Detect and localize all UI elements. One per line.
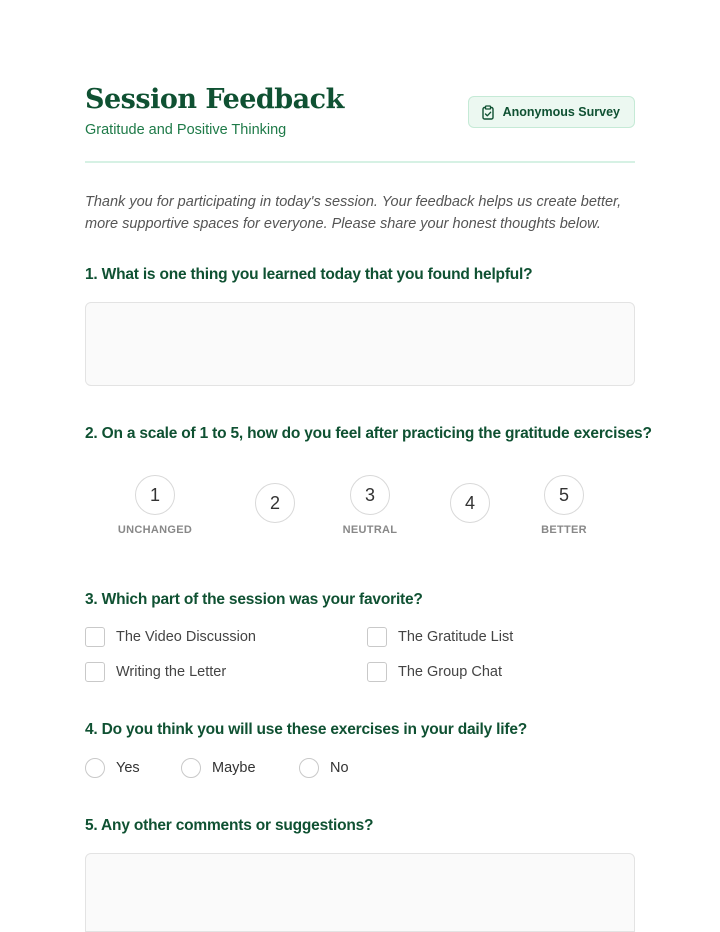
- radio-no[interactable]: [299, 758, 349, 778]
- scale-circle[interactable]: 4: [450, 483, 490, 523]
- checkbox-video-discussion[interactable]: [85, 627, 256, 647]
- badge-label: Anonymous Survey: [502, 105, 620, 119]
- intro-text: Thank you for participating in today's session. Your feedback helps us create better, more supportive spaces for everyone. Please share your honest thoughts below.: [85, 194, 622, 232]
- checkbox[interactable]: [85, 662, 105, 682]
- question-4: 4. Do you think you will use these exercises in your daily life?: [85, 721, 528, 738]
- scale-option-2[interactable]: [225, 483, 325, 523]
- checkbox-label: The Gratitude List: [398, 629, 514, 645]
- clipboard-check-icon: [481, 105, 495, 120]
- radio-button[interactable]: [85, 758, 105, 778]
- header-divider: [85, 161, 635, 163]
- question-2: 2. On a scale of 1 to 5, how do you feel after practicing the gratitude exercises?: [85, 425, 652, 442]
- q1-answer-textarea[interactable]: [85, 302, 635, 386]
- checkbox-label: Writing the Letter: [116, 664, 227, 680]
- page-subtitle: Gratitude and Positive Thinking: [85, 122, 287, 138]
- checkbox-label: The Group Chat: [398, 664, 502, 680]
- checkbox-gratitude-list[interactable]: [367, 627, 513, 647]
- checkbox[interactable]: [367, 627, 387, 647]
- question-3: 3. Which part of the session was your favorite?: [85, 591, 423, 608]
- page-title: Session Feedback: [85, 84, 344, 115]
- checkbox-group-chat[interactable]: [367, 662, 502, 682]
- checkbox[interactable]: [367, 662, 387, 682]
- scale-option-3[interactable]: [320, 475, 420, 536]
- question-1: 1. What is one thing you learned today that you found helpful?: [85, 266, 533, 283]
- scale-label-unchanged: UNCHANGED: [117, 524, 193, 536]
- scale-label-neutral: NEUTRAL: [342, 524, 398, 536]
- checkbox-writing-letter[interactable]: [85, 662, 226, 682]
- radio-label: Yes: [116, 760, 140, 776]
- scale-circle[interactable]: 5: [544, 475, 584, 515]
- scale-option-1[interactable]: [105, 475, 205, 536]
- q5-comments-textarea[interactable]: [85, 853, 635, 932]
- question-5: 5. Any other comments or suggestions?: [85, 817, 374, 834]
- scale-circle[interactable]: 3: [350, 475, 390, 515]
- radio-maybe[interactable]: [181, 758, 256, 778]
- scale-option-5[interactable]: [514, 475, 614, 536]
- radio-label: Maybe: [212, 760, 256, 776]
- anonymous-survey-badge: [468, 96, 635, 128]
- radio-yes[interactable]: [85, 758, 140, 778]
- scale-circle[interactable]: 1: [135, 475, 175, 515]
- checkbox-label: The Video Discussion: [116, 629, 256, 645]
- checkbox[interactable]: [85, 627, 105, 647]
- radio-button[interactable]: [181, 758, 201, 778]
- radio-button[interactable]: [299, 758, 319, 778]
- scale-option-4[interactable]: [420, 483, 520, 523]
- scale-label-better: BETTER: [541, 524, 587, 536]
- radio-label: No: [330, 760, 349, 776]
- scale-circle[interactable]: 2: [255, 483, 295, 523]
